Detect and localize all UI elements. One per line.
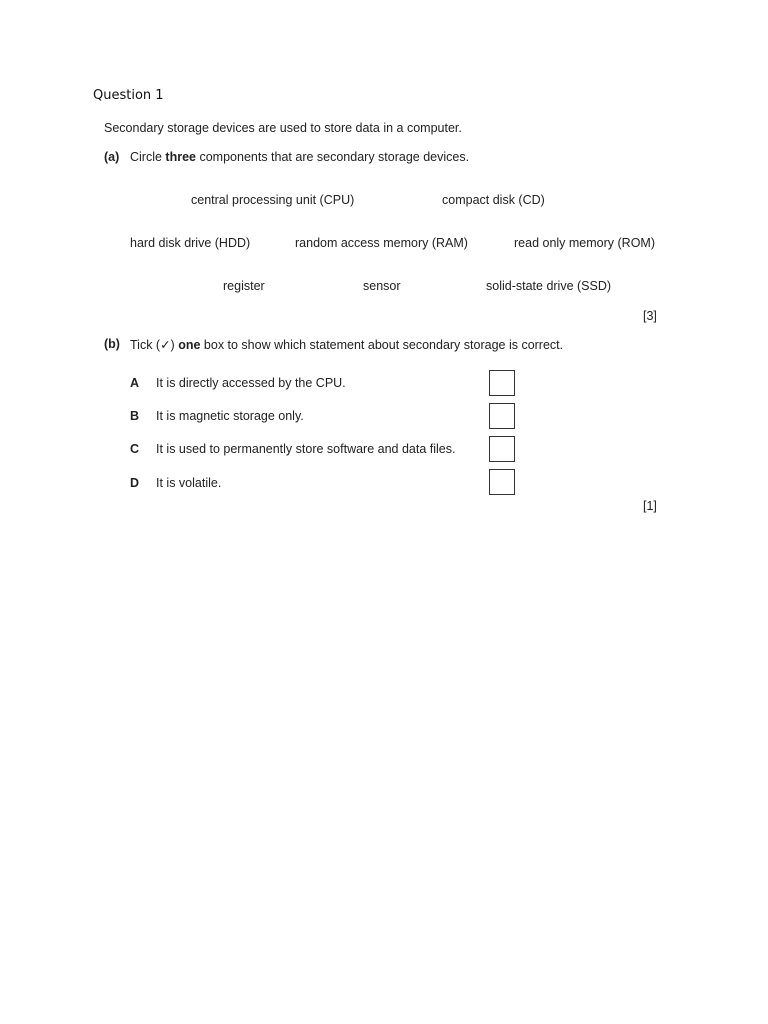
option-text: It is volatile.: [156, 476, 222, 490]
part-b-instruction: Tick (✓) one box to show which statement about secondary storage is correct.: [130, 338, 564, 352]
component-option[interactable]: register: [223, 279, 265, 293]
part-b-emphasis: one: [178, 338, 201, 352]
tick-box-b[interactable]: [489, 403, 515, 429]
part-a-label: (a): [104, 150, 120, 164]
option-letter: B: [130, 409, 140, 423]
component-option[interactable]: sensor: [363, 279, 401, 293]
component-option[interactable]: read only memory (ROM): [514, 236, 655, 250]
component-option[interactable]: central processing unit (CPU): [191, 193, 355, 207]
tick-box-d[interactable]: [489, 469, 515, 495]
part-a-marks: [3]: [643, 309, 657, 323]
option-text: It is directly accessed by the CPU.: [156, 376, 346, 390]
option-letter: A: [130, 376, 140, 390]
option-letter: D: [130, 476, 140, 490]
question-title: Question 1: [93, 88, 164, 103]
option-text: It is used to permanently store software and data files.: [156, 442, 456, 456]
question-intro: Secondary storage devices are used to store data in a computer.: [104, 121, 462, 135]
option-letter: C: [130, 442, 140, 456]
part-b-label: (b): [104, 337, 120, 351]
tick-box-a[interactable]: [489, 370, 515, 396]
part-b-marks: [1]: [643, 499, 657, 513]
tick-box-c[interactable]: [489, 436, 515, 462]
component-option[interactable]: hard disk drive (HDD): [130, 236, 251, 250]
component-option[interactable]: random access memory (RAM): [295, 236, 468, 250]
option-text: It is magnetic storage only.: [156, 409, 304, 423]
component-option[interactable]: solid-state drive (SSD): [486, 279, 612, 293]
part-a-instruction: Circle three components that are secondary storage devices.: [130, 150, 470, 164]
component-option[interactable]: compact disk (CD): [442, 193, 545, 207]
part-a-emphasis: three: [165, 150, 196, 164]
